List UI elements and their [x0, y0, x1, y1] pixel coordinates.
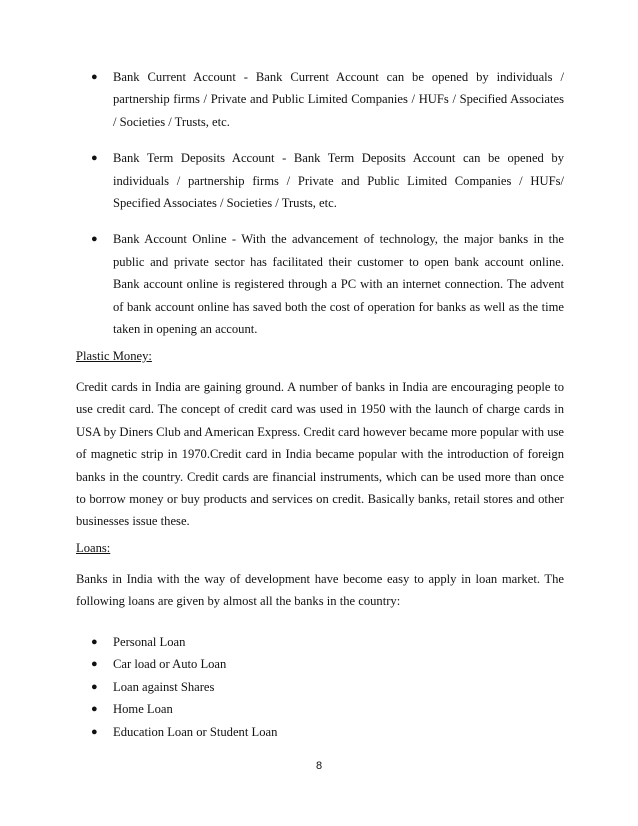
loans-paragraph: Banks in India with the way of development have become easy to apply in loan market. The following loans are given by almost all the banks in the country:: [76, 572, 564, 609]
list-item-text: Bank Account Online - With the advancement of technology, the major banks in the public and private sector has facilitated their customer to open bank account online. Bank account online is registered through a PC with an internet connection. The advent of bank account online has saved both the cost of operation for banks as well as the time taken in opening an account.: [113, 232, 564, 337]
loans-heading: Loans:: [76, 541, 111, 555]
loans-list: [76, 631, 564, 743]
bullet-icon: ●: [91, 233, 98, 246]
bullet-icon: ●: [91, 658, 98, 671]
bullet-icon: ●: [91, 152, 98, 165]
list-item-text: Personal Loan: [113, 635, 186, 649]
list-item-text: Home Loan: [113, 702, 173, 717]
bullet-icon: ●: [91, 725, 98, 738]
bullet-icon: ●: [91, 703, 98, 716]
list-item-text: Bank Term Deposits Account - Bank Term Deposits Account can be opened by individuals / partnership firms / Private and Public Limited Companies / HUFs/ Specified Associates / Societies / Trusts, etc.: [113, 151, 564, 211]
list-item: [76, 676, 564, 698]
list-item: [76, 631, 564, 653]
list-item-text: Car load or Auto Loan: [113, 657, 227, 672]
plastic-money-heading: Plastic Money:: [76, 349, 152, 363]
list-item: [76, 147, 564, 214]
list-item: [76, 228, 564, 340]
list-item-text: Education Loan or Student Loan: [113, 724, 278, 739]
bullet-icon: ●: [91, 680, 98, 693]
list-item-text: Loan against Shares: [113, 679, 215, 694]
list-item: [76, 721, 564, 743]
list-item-text: Bank Current Account - Bank Current Account can be opened by individuals / partnership firms / Private and Public Limited Companies / HUFs / Specified Associates / Societies / Trusts, etc.: [113, 70, 564, 129]
page-number: 8: [315, 760, 323, 772]
list-item: [76, 66, 564, 133]
account-types-list: [76, 66, 564, 354]
plastic-money-paragraph: Credit cards in India are gaining ground. A number of banks in India are encouraging people to use credit card. The concept of credit card was used in 1950 with the launch of charge cards in USA by Diners Club and American Express. Credit card however became more popular with use of magnetic strip in 1970.Credit card in India became popular with the introduction of foreign banks in the country. Credit cards are financial instruments, which can be used more than once to borrow money or buy products and services on credit. Basically banks, retail stores and other businesses issue these.: [76, 380, 564, 529]
list-item: [76, 698, 564, 720]
bullet-icon: ●: [91, 71, 98, 83]
list-item: [76, 653, 564, 675]
bullet-icon: ●: [91, 636, 98, 648]
